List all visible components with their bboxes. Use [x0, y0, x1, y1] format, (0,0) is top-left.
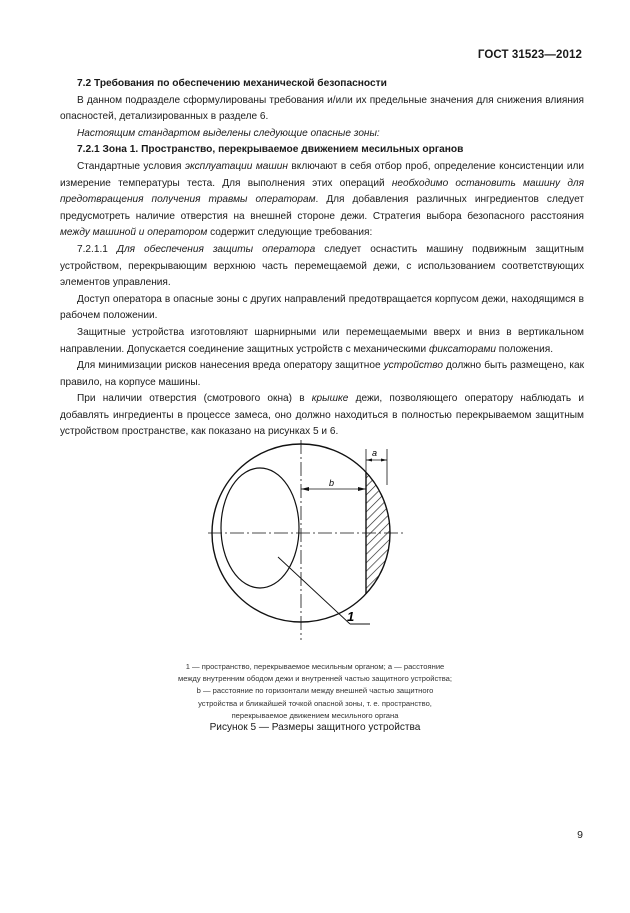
paragraph-access: Доступ оператора в опасные зоны с других направлений предотвращается корпусом дежи, находящимся в рабочем положении. [60, 293, 584, 322]
legend-line: 1 — пространство, перекрываемое месильным органом; а — расстояние [185, 662, 445, 671]
callout-1-label: 1 [347, 609, 355, 624]
paragraph-viewing-window: При наличии отверстия (смотрового окна) в крышке дежи, позволяющего оператору наблюдать и добавлять ингредиенты в процессе замеса, оно должно находиться в полностью перекрываемом защитным устройством пространстве, как показано на рисунках 5 и 6. [60, 393, 584, 438]
legend-line: b — расстояние по горизонтали между внешней частью защитного [196, 686, 434, 696]
dimension-a-arrow-left [366, 459, 372, 462]
subsection-heading: 7.2.1 Зона 1. Пространство, перекрываемое движением месильных органов [77, 144, 464, 156]
paragraph-7-2-1-1: 7.2.1.1 Для обеспечения защиты оператора следует оснастить машину подвижным защитным устройством, перекрывающим верхнюю часть перемещаемой дежи, с использованием соответствующих элементов управления. [60, 243, 584, 289]
section-heading: 7.2 Требования по обеспечению механической безопасности [77, 78, 387, 89]
dimension-a-label: a [372, 448, 378, 458]
section-body [60, 76, 584, 441]
figure-5-diagram [200, 440, 420, 645]
section-intro-paragraph: В данном подразделе сформулированы требования и/или их предельные значения для снижения влияния опасностей, детализированных в разделе 6. [60, 94, 584, 123]
figure-caption: Рисунок 5 — Размеры защитного устройства [209, 722, 421, 733]
legend-line: перекрываемое движением месильного органа [231, 710, 399, 720]
legend-line: между внутренним ободом дежи и внутренней частью защитного устройства; [177, 674, 453, 684]
standard-designation: ГОСТ 31523—2012 [477, 49, 582, 61]
dimension-b-label: b [329, 478, 335, 488]
legend-line: устройства и ближайшей точкой опасной зоны, т. е. пространство, [198, 698, 432, 708]
guard-diagram-svg [200, 440, 420, 645]
paragraph-guard-placement: Для минимизации рисков нанесения вреда оператору защитное устройство должно быть размещено, как правило, на корпусе машины. [60, 360, 584, 388]
dimension-a-arrow-right [381, 459, 387, 462]
paragraph-operating-conditions: Стандартные условия эксплуатации машин включают в себя отбор проб, определение консистенции или измерение температуры теста. Для выполнения этих операций необходимо остановить машину для предотвращения получения травмы операторам. Для добавления различных ингредиентов следует предусмотреть наличие отверстия на внешней стороне дежи. Стратегия выбора безопасного расстояния между машиной и оператором содержит следующие требования: [60, 160, 585, 239]
page-number: 9 [577, 829, 583, 841]
figure-legend [130, 661, 500, 722]
paragraph-guard-types: Защитные устройства изготовляют шарнирными или перемещаемыми вверх и вниз в вертикальном направлении. Допускается соединение защитных устройств с механическими фиксаторами положения. [60, 326, 584, 355]
hazard-zones-intro: Настоящим стандартом выделены следующие опасные зоны: [77, 127, 380, 139]
